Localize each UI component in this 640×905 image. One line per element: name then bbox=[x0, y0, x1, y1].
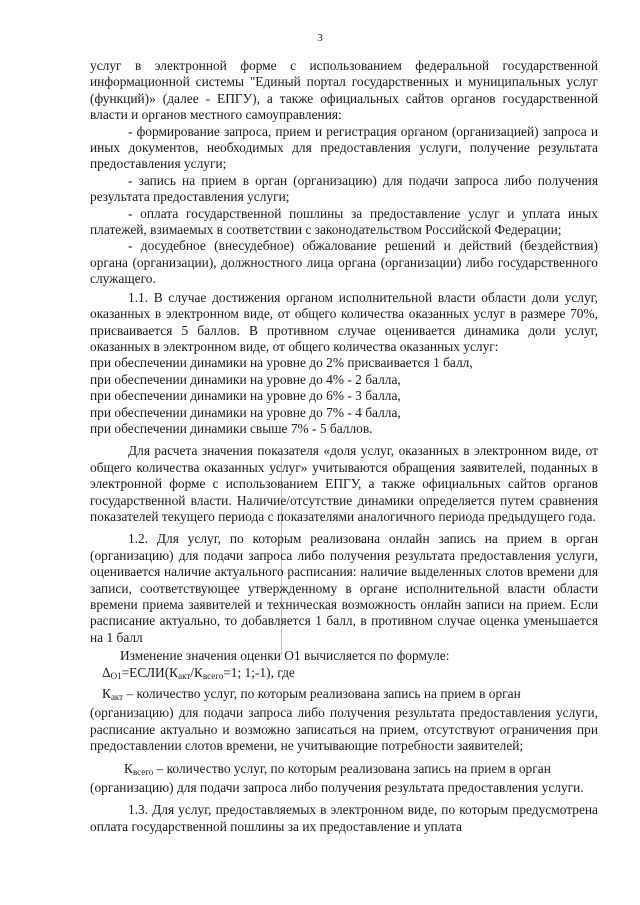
definition-k-akt-first-line bbox=[90, 686, 598, 705]
k-akt-sub: акт bbox=[110, 692, 124, 703]
k-vsego-symbol: К bbox=[124, 760, 133, 776]
k-vsego-text: – количество услуг, по которым реализована запись на прием в орган bbox=[153, 760, 551, 776]
definition-k-vsego-rest: (организацию) для подачи запроса либо получения результата предоставления услуги. bbox=[90, 780, 584, 796]
formula bbox=[90, 665, 598, 684]
paragraph-calculation: Для расчета значения показателя «доля услуг, оказанных в электронном виде, от общего количества оказанных услуг» учитываются обращения заявителей, поданных в электронной форме с использованием ЕПГУ, а также официальных сайтов органов государственной власти. Наличие/отсутствие динамики определяется путем сравнения показателей текущего периода с показателями аналогичного периода предыдущего года. bbox=[90, 443, 598, 524]
paragraph-1-1: 1.1. В случае достижения органом исполнительной власти области доли услуг, оказанных в электронном виде, от общего количества оказанных услуг в размере 70%, присваивается 5 баллов. В противном случае оценивается динамика доли услуг, оказанных в электронном виде, от общего количества оказанных услуг: bbox=[90, 289, 598, 354]
formula-body-start: =ЕСЛИ(К bbox=[121, 664, 179, 680]
dynamics-line-1: при обеспечении динамики на уровне до 2% присваивается 1 балл, bbox=[90, 355, 473, 371]
dynamics-line-5: при обеспечении динамики свыше 7% - 5 баллов. bbox=[90, 420, 373, 436]
list-item-appointment: - запись на прием в орган (организацию) для подачи запроса либо получения результата предоставления услуги; bbox=[90, 172, 598, 205]
formula-intro: Изменение значения оценки О1 вычисляется по формуле: bbox=[120, 648, 450, 664]
paragraph-intro: услуг в электронной форме с использованием федеральной государственной информационной системы "Единый портал государственных и муниципальных услуг (функций)» (далее - ЕПГУ), а также официальных сайтов органов государственной власти и органов местного самоуправления: bbox=[90, 58, 598, 123]
dynamics-line-3: при обеспечении динамики на уровне до 6% - 3 балла, bbox=[90, 388, 401, 404]
paragraph-1-3: 1.3. Для услуг, предоставляемых в электронном виде, по которым предусмотрена оплата государственной пошлины за их предоставление и уплата bbox=[90, 802, 598, 834]
definition-k-akt-rest: (организацию) для подачи запроса либо получения результата предоставления услуги, расписание актуально и возможно записаться на прием, отсутствуют ограничения при предоставлении слотов времени, не учитывающие потребности заявителей; bbox=[90, 705, 598, 754]
list-item-appeal: - досудебное (внесудебное) обжалование решений и действий (бездействия) органа (организации), должностного лица органа (организации) либо государственного служащего. bbox=[90, 238, 598, 287]
k-vsego-sub: всего bbox=[132, 766, 154, 777]
formula-slash: /К bbox=[190, 664, 203, 680]
dynamics-line-2: при обеспечении динамики на уровне до 4% - 2 балла, bbox=[90, 371, 401, 387]
dynamics-line-4: при обеспечении динамики на уровне до 7% - 4 балла, bbox=[90, 404, 401, 420]
k-akt-text: – количество услуг, по которым реализована запись на прием в орган bbox=[123, 686, 521, 702]
paragraph-1-2: 1.2. Для услуг, по которым реализована онлайн запись на прием в орган (организацию) для подачи запроса либо получения результата предоставления услуги, оценивается наличие актуального расписания: наличие выделенных слотов времени для записи, соответствующее утвержденному в органе исполнительной власти области времени приема заявителей и техническая возможность онлайн записи на прием. Если расписание актуально, то добавляется 1 балл, в противном случае оценка уменьшается на 1 балл bbox=[90, 531, 598, 645]
formula-delta-sub: O1 bbox=[110, 670, 122, 681]
page-number: 3 bbox=[317, 32, 323, 44]
document-body bbox=[90, 58, 598, 835]
formula-k-vsego-sub: всего bbox=[202, 670, 224, 681]
formula-body-end: =1; 1;-1), где bbox=[223, 664, 295, 680]
formula-k-akt-sub: акт bbox=[178, 670, 191, 681]
definition-k-vsego-first-line bbox=[90, 761, 598, 780]
k-akt-symbol: К bbox=[102, 686, 111, 702]
formula-delta: Δ bbox=[102, 664, 111, 680]
list-item-payment: - оплата государственной пошлины за предоставление услуг и уплата иных платежей, взимаемых в соответствии с законодательством Российской Федерации; bbox=[90, 205, 598, 238]
list-item-request: - формирование запроса, прием и регистрация органом (организацией) запроса и иных документов, необходимых для предоставления услуги, получение результата предоставления услуги; bbox=[90, 123, 598, 172]
